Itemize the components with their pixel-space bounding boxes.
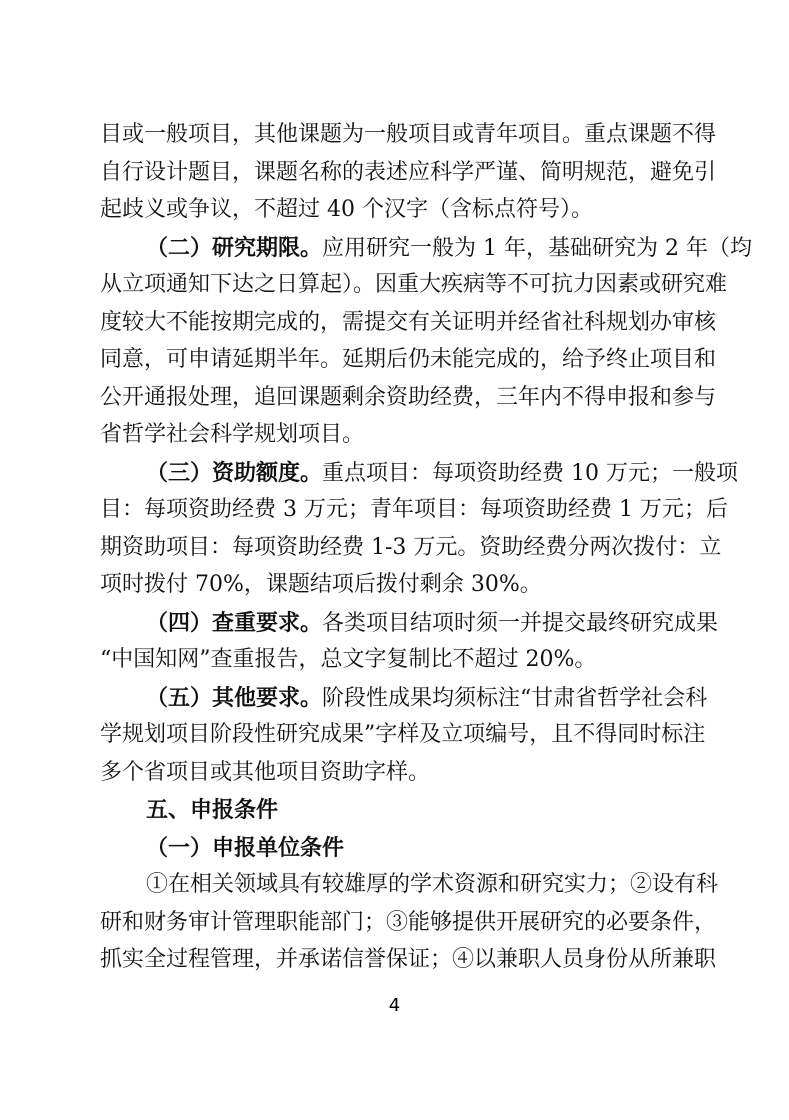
paragraph-line: 自行设计题目，课题名称的表述应科学严谨、简明规范，避免引 [100, 160, 717, 185]
paragraph-text: 阶段性成果均须标注“甘肃省哲学社会科 [322, 686, 708, 711]
paragraph-line: 期资助项目：每项资助经费 1-3 万元。资助经费分两次拨付：立 [100, 535, 722, 560]
page-number: 4 [388, 995, 401, 1016]
paragraph-line: 抓实全过程管理，并承诺信誉保证；④以兼职人员身份从所兼职 [100, 947, 717, 972]
paragraph-text: 应用研究一般为 1 年，基础研究为 2 年（均 [322, 236, 752, 261]
section-heading: 五、申报条件 [146, 797, 279, 823]
paragraph-heading: （五）其他要求。 [146, 685, 323, 711]
paragraph-first-line [146, 453, 738, 493]
paragraph-line: 同意，可申请延期半年。延期后仍未能完成的，给予终止项目和 [100, 347, 717, 372]
sub-heading: （一）申报单位条件 [146, 835, 345, 861]
paragraph-line: ①在相关领域具有较雄厚的学术资源和研究实力；②设有科 [146, 872, 719, 897]
paragraph-line: 目或一般项目，其他课题为一般项目或青年项目。重点课题不得 [100, 122, 717, 147]
paragraph-line: 省哲学社会科学规划项目。 [100, 422, 365, 447]
paragraph-line: 公开通报处理，追回课题剩余资助经费，三年内不得申报和参与 [100, 385, 717, 410]
paragraph-line: 学规划项目阶段性研究成果”字样及立项编号，且不得同时标注 [100, 722, 706, 747]
paragraph-heading: （四）查重要求。 [146, 610, 323, 636]
paragraph-line: 度较大不能按期完成的，需提交有关证明并经省社科规划办审核 [100, 310, 717, 335]
paragraph-text: 各类项目结项时须一并提交最终研究成果 [322, 611, 719, 636]
paragraph-line: 起歧义或争议，不超过 40 个汉字（含标点符号）。 [100, 197, 593, 222]
paragraph-heading: （三）资助额度。 [146, 460, 323, 486]
paragraph-heading: （二）研究期限。 [146, 235, 323, 261]
paragraph-line: 多个省项目或其他项目资助字样。 [100, 760, 431, 785]
paragraph-line: 项时拨付 70%，课题结项后拨付剩余 30%。 [100, 572, 542, 597]
paragraph-first-line [146, 228, 752, 268]
paragraph-line: 从立项通知下达之日算起）。因重大疾病等不可抗力因素或研究难 [100, 272, 728, 297]
paragraph-line: 目：每项资助经费 3 万元；青年项目：每项资助经费 1 万元；后 [100, 497, 728, 522]
paragraph-line: “中国知网”查重报告，总文字复制比不超过 20%。 [100, 647, 597, 672]
paragraph-first-line [146, 678, 708, 718]
paragraph-text: 重点项目：每项资助经费 10 万元；一般项 [322, 461, 738, 486]
paragraph-first-line [146, 603, 719, 643]
paragraph-line: 研和财务审计管理职能部门；③能够提供开展研究的必要条件， [100, 910, 717, 935]
